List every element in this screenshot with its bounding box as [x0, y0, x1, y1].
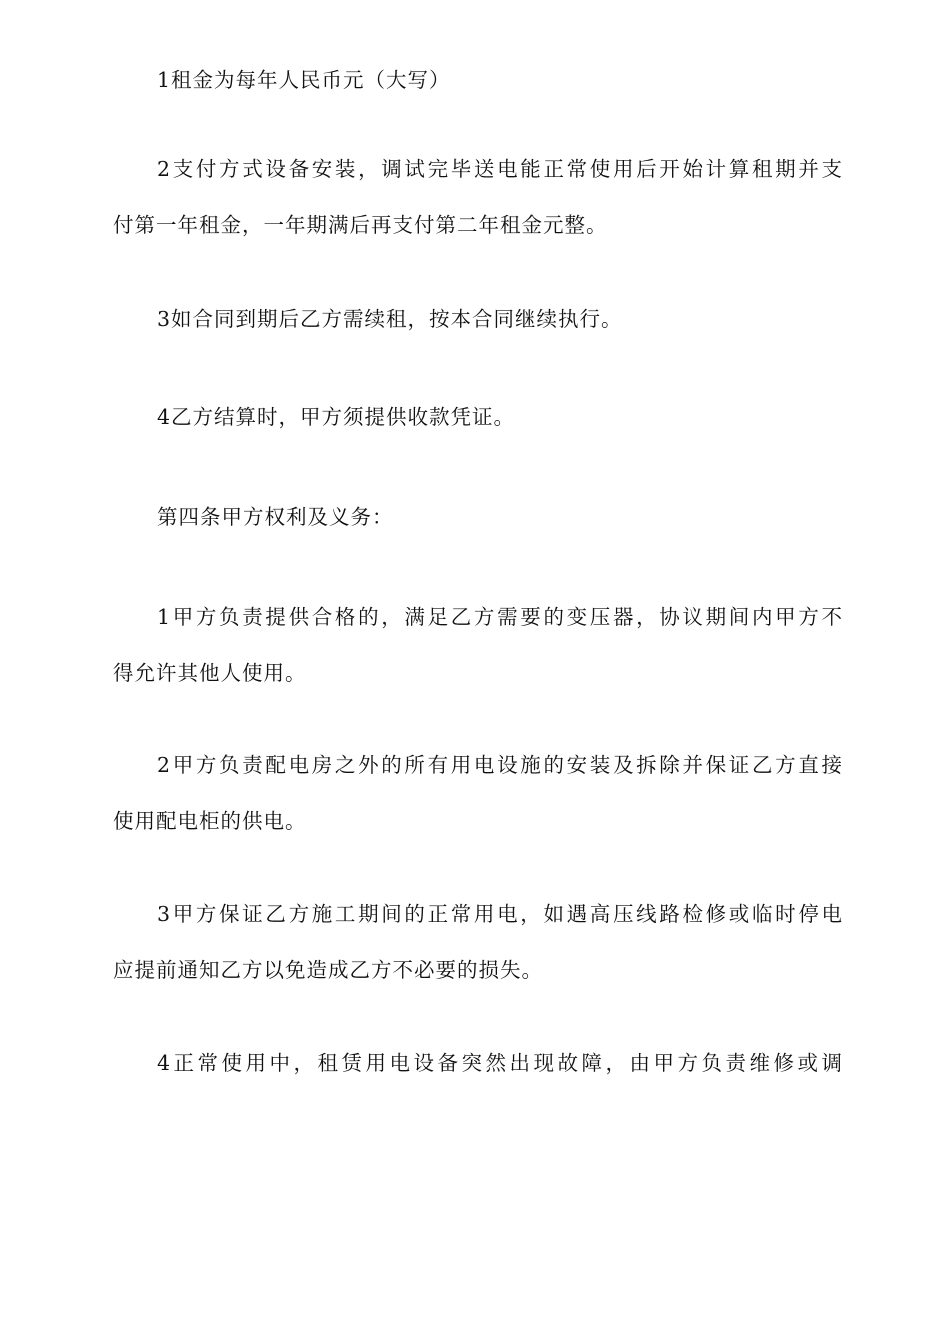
paragraph-transformer	[113, 589, 843, 701]
paragraph-installation	[113, 737, 843, 849]
text-line: 4正常使用中，租赁用电设备突然出现故障，由甲方负责维修或调	[157, 1051, 843, 1075]
paragraph-renewal	[113, 291, 843, 347]
paragraph-rent-amount	[113, 52, 843, 108]
text-line: 1租金为每年人民币元（大写）	[157, 68, 451, 92]
paragraph-settlement	[113, 389, 843, 445]
text-line: 3甲方保证乙方施工期间的正常用电，如遇高压线路检修或临时停电	[157, 902, 843, 926]
paragraph-power-supply	[113, 886, 843, 998]
text-line: 1甲方负责提供合格的，满足乙方需要的变压器，协议期间内甲方不	[157, 605, 843, 629]
text-line: 使用配电柜的供电。	[113, 809, 307, 833]
text-line: 4乙方结算时，甲方须提供收款凭证。	[157, 405, 516, 429]
paragraph-maintenance	[113, 1035, 843, 1091]
text-line: 3如合同到期后乙方需续租，按本合同继续执行。	[157, 307, 623, 331]
text-line: 得允许其他人使用。	[113, 661, 307, 685]
section-heading-article-four	[113, 489, 843, 545]
text-line: 应提前通知乙方以免造成乙方不必要的损失。	[113, 958, 543, 982]
text-line: 2甲方负责配电房之外的所有用电设施的安装及拆除并保证乙方直接	[157, 753, 843, 777]
paragraph-payment-method	[113, 141, 843, 253]
text-line: 第四条甲方权利及义务：	[157, 505, 394, 529]
text-line: 付第一年租金，一年期满后再支付第二年租金元整。	[113, 213, 608, 237]
text-line: 2支付方式设备安装，调试完毕送电能正常使用后开始计算租期并支	[157, 157, 843, 181]
